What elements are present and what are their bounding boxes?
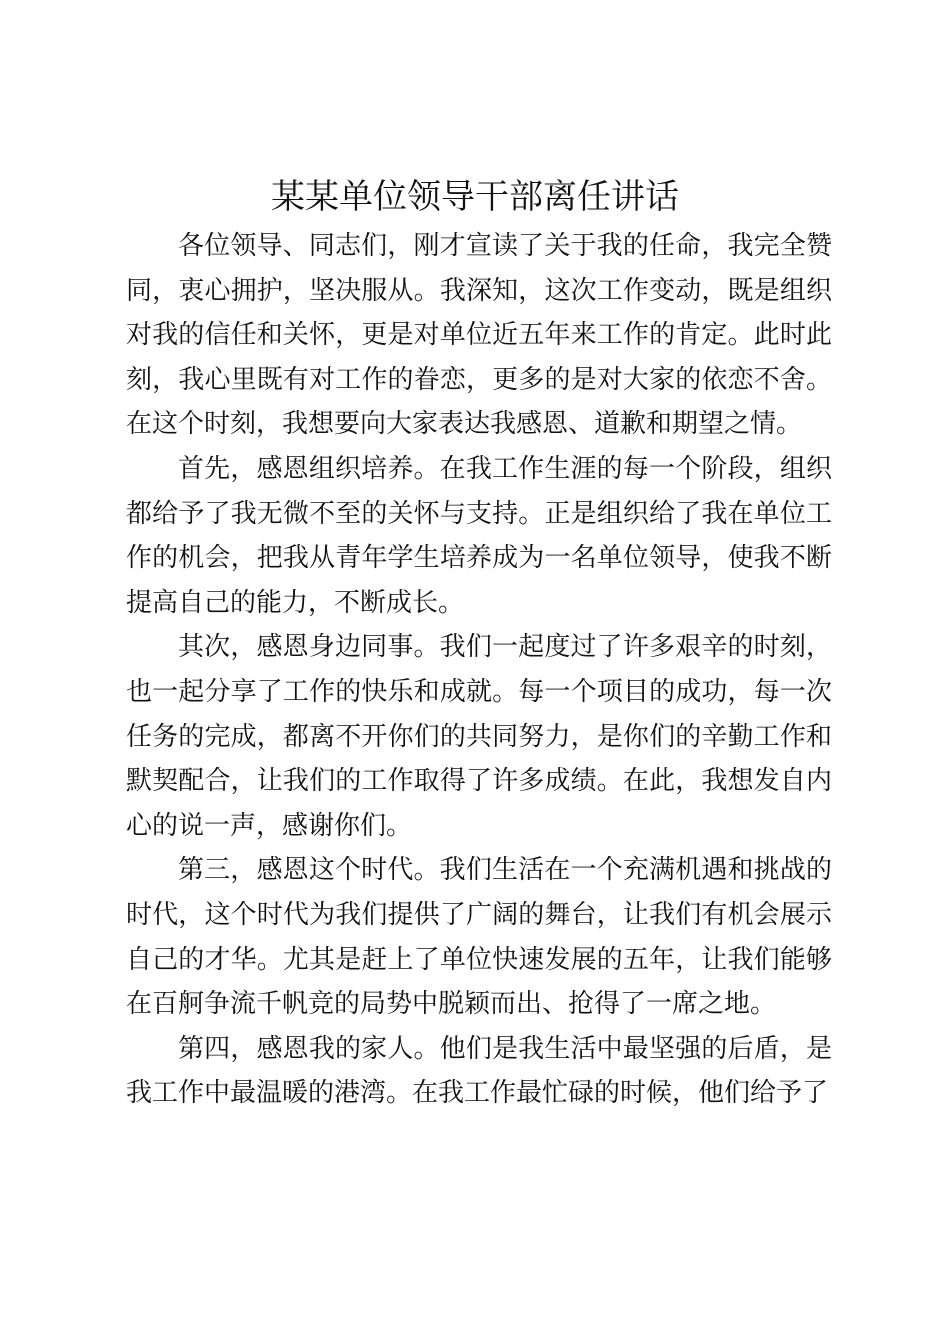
paragraph-thanks-era: 第三，感恩这个时代。我们生活在一个充满机遇和挑战的时代，这个时代为我们提供了广阔的舞台，让我们有机会展示自己的才华。尤其是赶上了单位快速发展的五年，让我们能够在百舸争流千帆竞的局势中脱颖而出、抢得了一席之地。	[126, 855, 832, 1020]
document-title: 某某单位领导干部离任讲话	[271, 177, 679, 217]
paragraph-thanks-organization: 首先，感恩组织培养。在我工作生涯的每一个阶段，组织都给予了我无微不至的关怀与支持。正是组织给了我在单位工作的机会，把我从青年学生培养成为一名单位领导，使我不断提高自己的能力，不断成长。	[126, 453, 832, 618]
paragraph-thanks-colleagues: 其次，感恩身边同事。我们一起度过了许多艰辛的时刻，也一起分享了工作的快乐和成就。每一个项目的成功，每一次任务的完成，都离不开你们的共同努力，是你们的辛勤工作和默契配合，让我们的工作取得了许多成绩。在此，我想发自内心的说一声，感谢你们。	[126, 632, 832, 841]
paragraph-intro: 各位领导、同志们，刚才宣读了关于我的任命，我完全赞同，衷心拥护，坚决服从。我深知，这次工作变动，既是组织对我的信任和关怀，更是对单位近五年来工作的肯定。此时此刻，我心里既有对工作的眷恋，更多的是对大家的依恋不舍。在这个时刻，我想要向大家表达我感恩、道歉和期望之情。	[126, 231, 832, 440]
document-body	[126, 224, 832, 1116]
paragraph-thanks-family: 第四，感恩我的家人。他们是我生活中最坚强的后盾，是我工作中最温暖的港湾。在我工作最忙碌的时候，他们给予了	[126, 1033, 832, 1109]
